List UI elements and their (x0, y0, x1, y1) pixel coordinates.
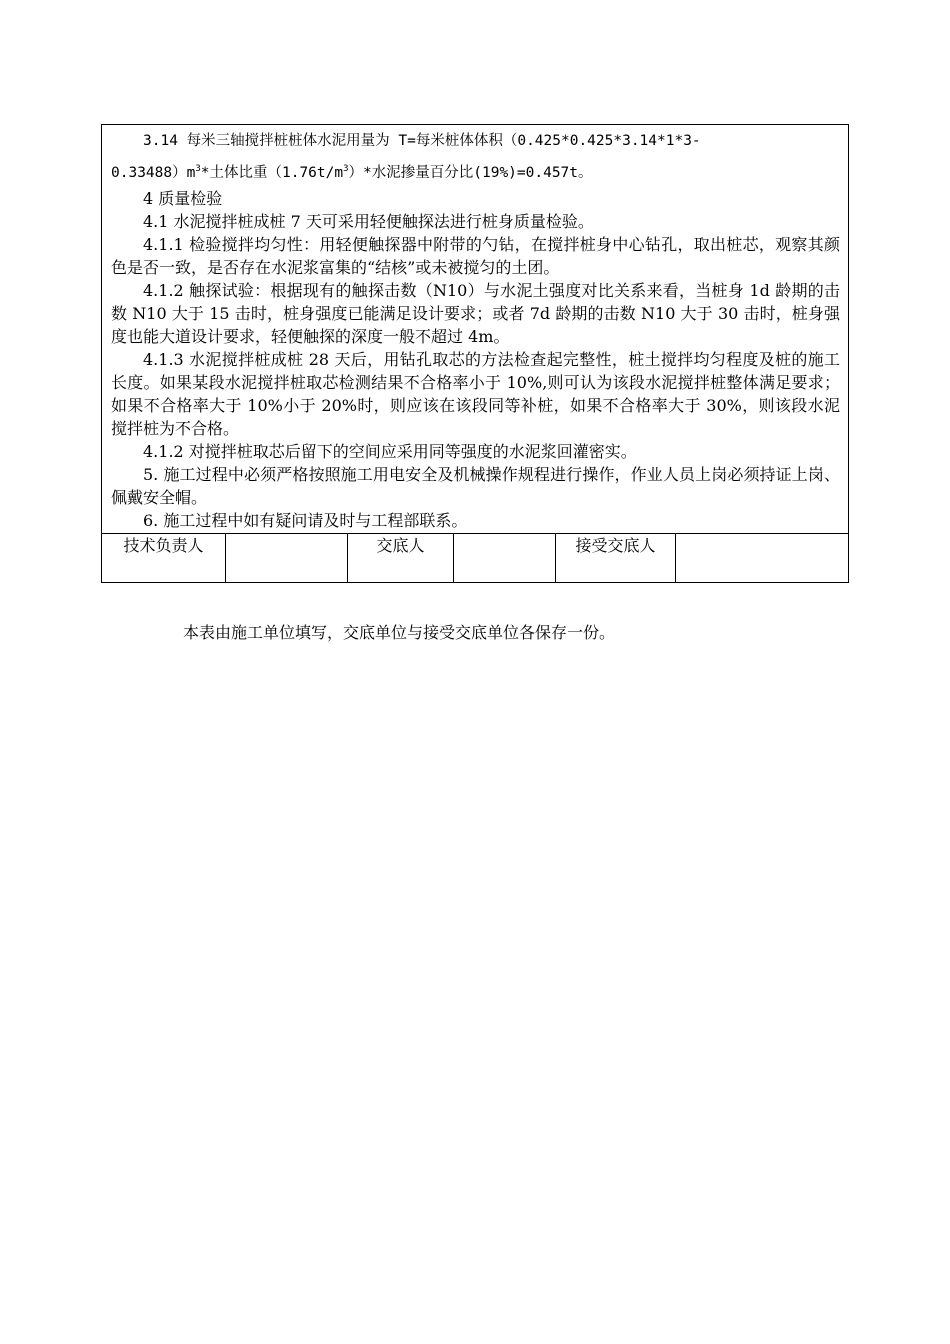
discloser-label: 交底人 (348, 534, 454, 582)
para-3-14-line2a: 0.33488）m (111, 165, 196, 181)
discloser-field[interactable] (454, 534, 556, 582)
para-4-1: 4.1 水泥搅拌桩成桩 7 天可采用轻便触探法进行桩身质量检验。 (143, 212, 594, 231)
para-4-1-1: 4.1.1 检验搅拌均匀性：用轻便触探器中附带的勺钻，在搅拌桩身中心钻孔，取出桩芯，观察其颜色是否一致，是否存在水泥浆富集的“结核”或未被搅匀的土团。 (111, 235, 840, 277)
superscript-1: 3 (195, 164, 201, 175)
section-4-heading: 4 质量检验 (143, 189, 223, 208)
para-3-14-line1: 3.14 每米三轴搅拌桩桩体水泥用量为 T=每米桩体体积（0.425*0.425*3.14*1*3- (143, 133, 701, 149)
para-3-14-line2c: ）*水泥掺量百分比(19%)=0.457t。 (348, 165, 593, 181)
footnote: 本表由施工单位填写，交底单位与接受交底单位各保存一份。 (183, 623, 616, 642)
para-6: 6. 施工过程中如有疑问请及时与工程部联系。 (143, 511, 468, 530)
signature-row (102, 533, 848, 582)
receiver-field[interactable] (676, 534, 848, 582)
receiver-label: 接受交底人 (556, 534, 676, 582)
para-4-1-3: 4.1.3 水泥搅拌桩成桩 28 天后，用钻孔取芯的方法检查起完整性，桩土搅拌均匀程度及桩的施工长度。如果某段水泥搅拌桩取芯检测结果不合格率小于 10%,则可认为该段水泥搅拌桩整体满足要求；如果不合格率大于 10%小于 20%时，则应该在该段同等补桩，如果不合格率大于 30%，则该段水泥搅拌桩为不合格。 (111, 350, 840, 438)
tech-lead-field[interactable] (226, 534, 348, 582)
para-4-1-2-a: 4.1.2 触探试验：根据现有的触探击数（N10）与水泥土强度对比关系来看，当桩身 1d 龄期的击数 N10 大于 15 击时，桩身强度已能满足设计要求；或者 7d 龄期的击数 N10 大于 30 击时，桩身强度也能大道设计要求，轻便触探的深度一般不超过 4m。 (111, 281, 840, 346)
para-3-14-line2b: *土体比重（1.76t/m (200, 165, 344, 181)
para-5: 5. 施工过程中必须严格按照施工用电安全及机械操作规程进行操作，作业人员上岗必须持证上岗、佩戴安全帽。 (111, 465, 840, 507)
disclosure-table (101, 124, 849, 583)
para-4-1-2-b: 4.1.2 对搅拌桩取芯后留下的空间应采用同等强度的水泥浆回灌密实。 (143, 442, 637, 461)
tech-lead-label: 技术负责人 (102, 534, 226, 582)
content-cell (102, 121, 848, 533)
superscript-2: 3 (343, 164, 349, 175)
